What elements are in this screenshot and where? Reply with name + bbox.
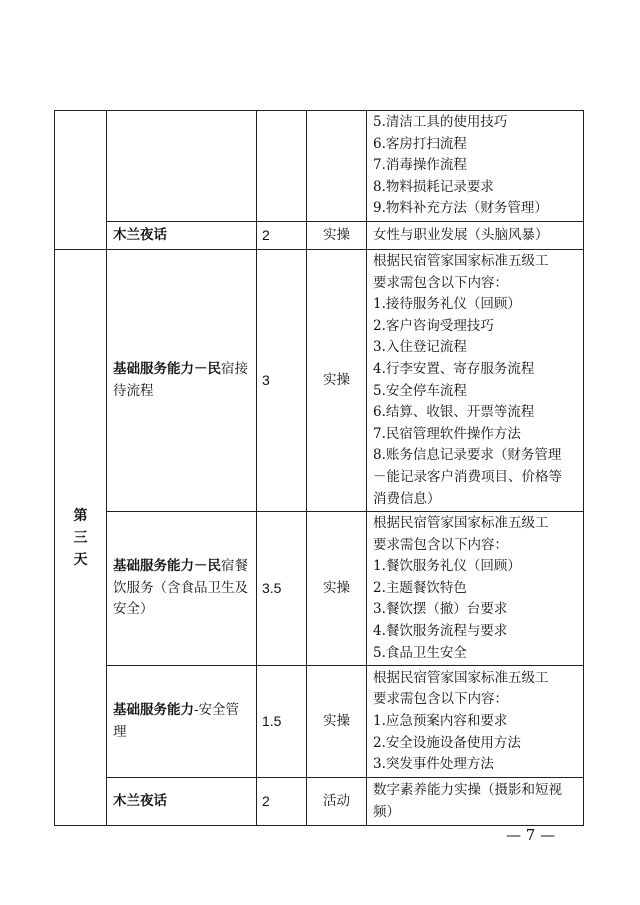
content-line: 3.餐饮摆（撤）台要求 — [373, 601, 508, 618]
course-name-rest: -安全管理 — [113, 702, 240, 740]
table-row — [55, 221, 584, 249]
content-line: 1.应急预案内容和要求 — [373, 712, 508, 729]
name-cell — [107, 249, 257, 511]
content-line: 要求需包含以下内容： — [373, 691, 508, 708]
name-cell — [107, 221, 257, 249]
table-row — [55, 249, 584, 511]
content-line: 7.消毒操作流程 — [373, 157, 467, 174]
content-line: 4.行李安置、寄存服务流程 — [373, 360, 535, 377]
course-name: 基础服务能力 — [113, 702, 194, 719]
day-label-char: 天 — [73, 551, 88, 568]
table-row — [55, 778, 584, 826]
content-line: 1.接待服务礼仪（回顾） — [373, 296, 521, 313]
type-cell: 实操 — [307, 221, 367, 249]
type-cell: 活动 — [307, 778, 367, 826]
content-line: 根据民宿管家国家标准五级工 — [373, 669, 549, 686]
type-cell — [307, 111, 367, 222]
day-label-char: 第 — [73, 507, 88, 524]
content-line: 5.食品卫生安全 — [373, 644, 467, 661]
content-line: 2.客户咨询受理技巧 — [373, 317, 494, 334]
content-line: 消费信息） — [373, 490, 441, 507]
course-name: 基础服务能力－民 — [113, 558, 221, 575]
hours-cell: 2 — [257, 778, 307, 826]
content-cell — [367, 666, 584, 778]
content-cell — [367, 111, 584, 222]
name-cell — [107, 512, 257, 666]
content-line: 7.民宿管理软件操作方法 — [373, 425, 521, 442]
content-line: 根据民宿管家国家标准五级工 — [373, 515, 549, 532]
hours-cell: 3 — [257, 249, 307, 511]
content-cell — [367, 249, 584, 511]
page-number: — 7 — — [506, 826, 556, 844]
day-cell-empty — [55, 111, 107, 250]
table-row — [55, 666, 584, 778]
content-line: 2.主题餐饮特色 — [373, 579, 467, 596]
content-line: 1.餐饮服务礼仪（回顾） — [373, 558, 521, 575]
content-line: 6.结算、收银、开票等流程 — [373, 404, 535, 421]
content-line: 5.安全停车流程 — [373, 382, 467, 399]
day-label-cell — [55, 249, 107, 825]
name-cell — [107, 111, 257, 222]
content-cell — [367, 512, 584, 666]
course-name: 木兰夜话 — [113, 226, 167, 243]
content-line: 9.物料补充方法（财务管理） — [373, 200, 548, 217]
schedule-table — [54, 110, 584, 826]
hours-cell: 1.5 — [257, 666, 307, 778]
content-line: 8.账务信息记录要求（财务管理 — [373, 447, 562, 464]
hours-cell: 2 — [257, 221, 307, 249]
content-line: 根据民宿管家国家标准五级工 — [373, 252, 549, 269]
table-row — [55, 111, 584, 222]
content-cell — [367, 221, 584, 249]
name-cell — [107, 666, 257, 778]
content-line: －能记录客户消费项目、价格等 — [373, 468, 562, 485]
content-line: 要求需包含以下内容： — [373, 274, 508, 291]
table-row — [55, 512, 584, 666]
day-label-char: 三 — [73, 529, 88, 546]
content-line: 女性与职业发展（头脑风暴） — [373, 226, 549, 243]
type-cell: 实操 — [307, 512, 367, 666]
content-line: 8.物料损耗记录要求 — [373, 178, 494, 195]
content-line: 2.安全设施设备使用方法 — [373, 734, 521, 751]
course-name-rest: 宿接待流程 — [113, 360, 248, 399]
course-name-rest: 宿餐饮服务（含食品卫生及安全） — [113, 558, 248, 618]
type-cell: 实操 — [307, 249, 367, 511]
content-line: 5.清洁工具的使用技巧 — [373, 114, 508, 130]
content-line: 3.入住登记流程 — [373, 339, 467, 356]
content-line: 6.客房打扫流程 — [373, 135, 467, 152]
course-name: 木兰夜话 — [113, 792, 167, 809]
content-line: 3.突发事件处理方法 — [373, 756, 494, 773]
content-line: 要求需包含以下内容： — [373, 536, 508, 553]
content-line: 频） — [373, 803, 400, 820]
hours-cell — [257, 111, 307, 222]
type-cell: 实操 — [307, 666, 367, 778]
course-name: 基础服务能力－民 — [113, 360, 221, 377]
content-cell — [367, 778, 584, 826]
content-line: 数字素养能力实操（摄影和短视 — [373, 782, 562, 799]
name-cell — [107, 778, 257, 826]
content-line: 4.餐饮服务流程与要求 — [373, 623, 508, 640]
hours-cell: 3.5 — [257, 512, 307, 666]
